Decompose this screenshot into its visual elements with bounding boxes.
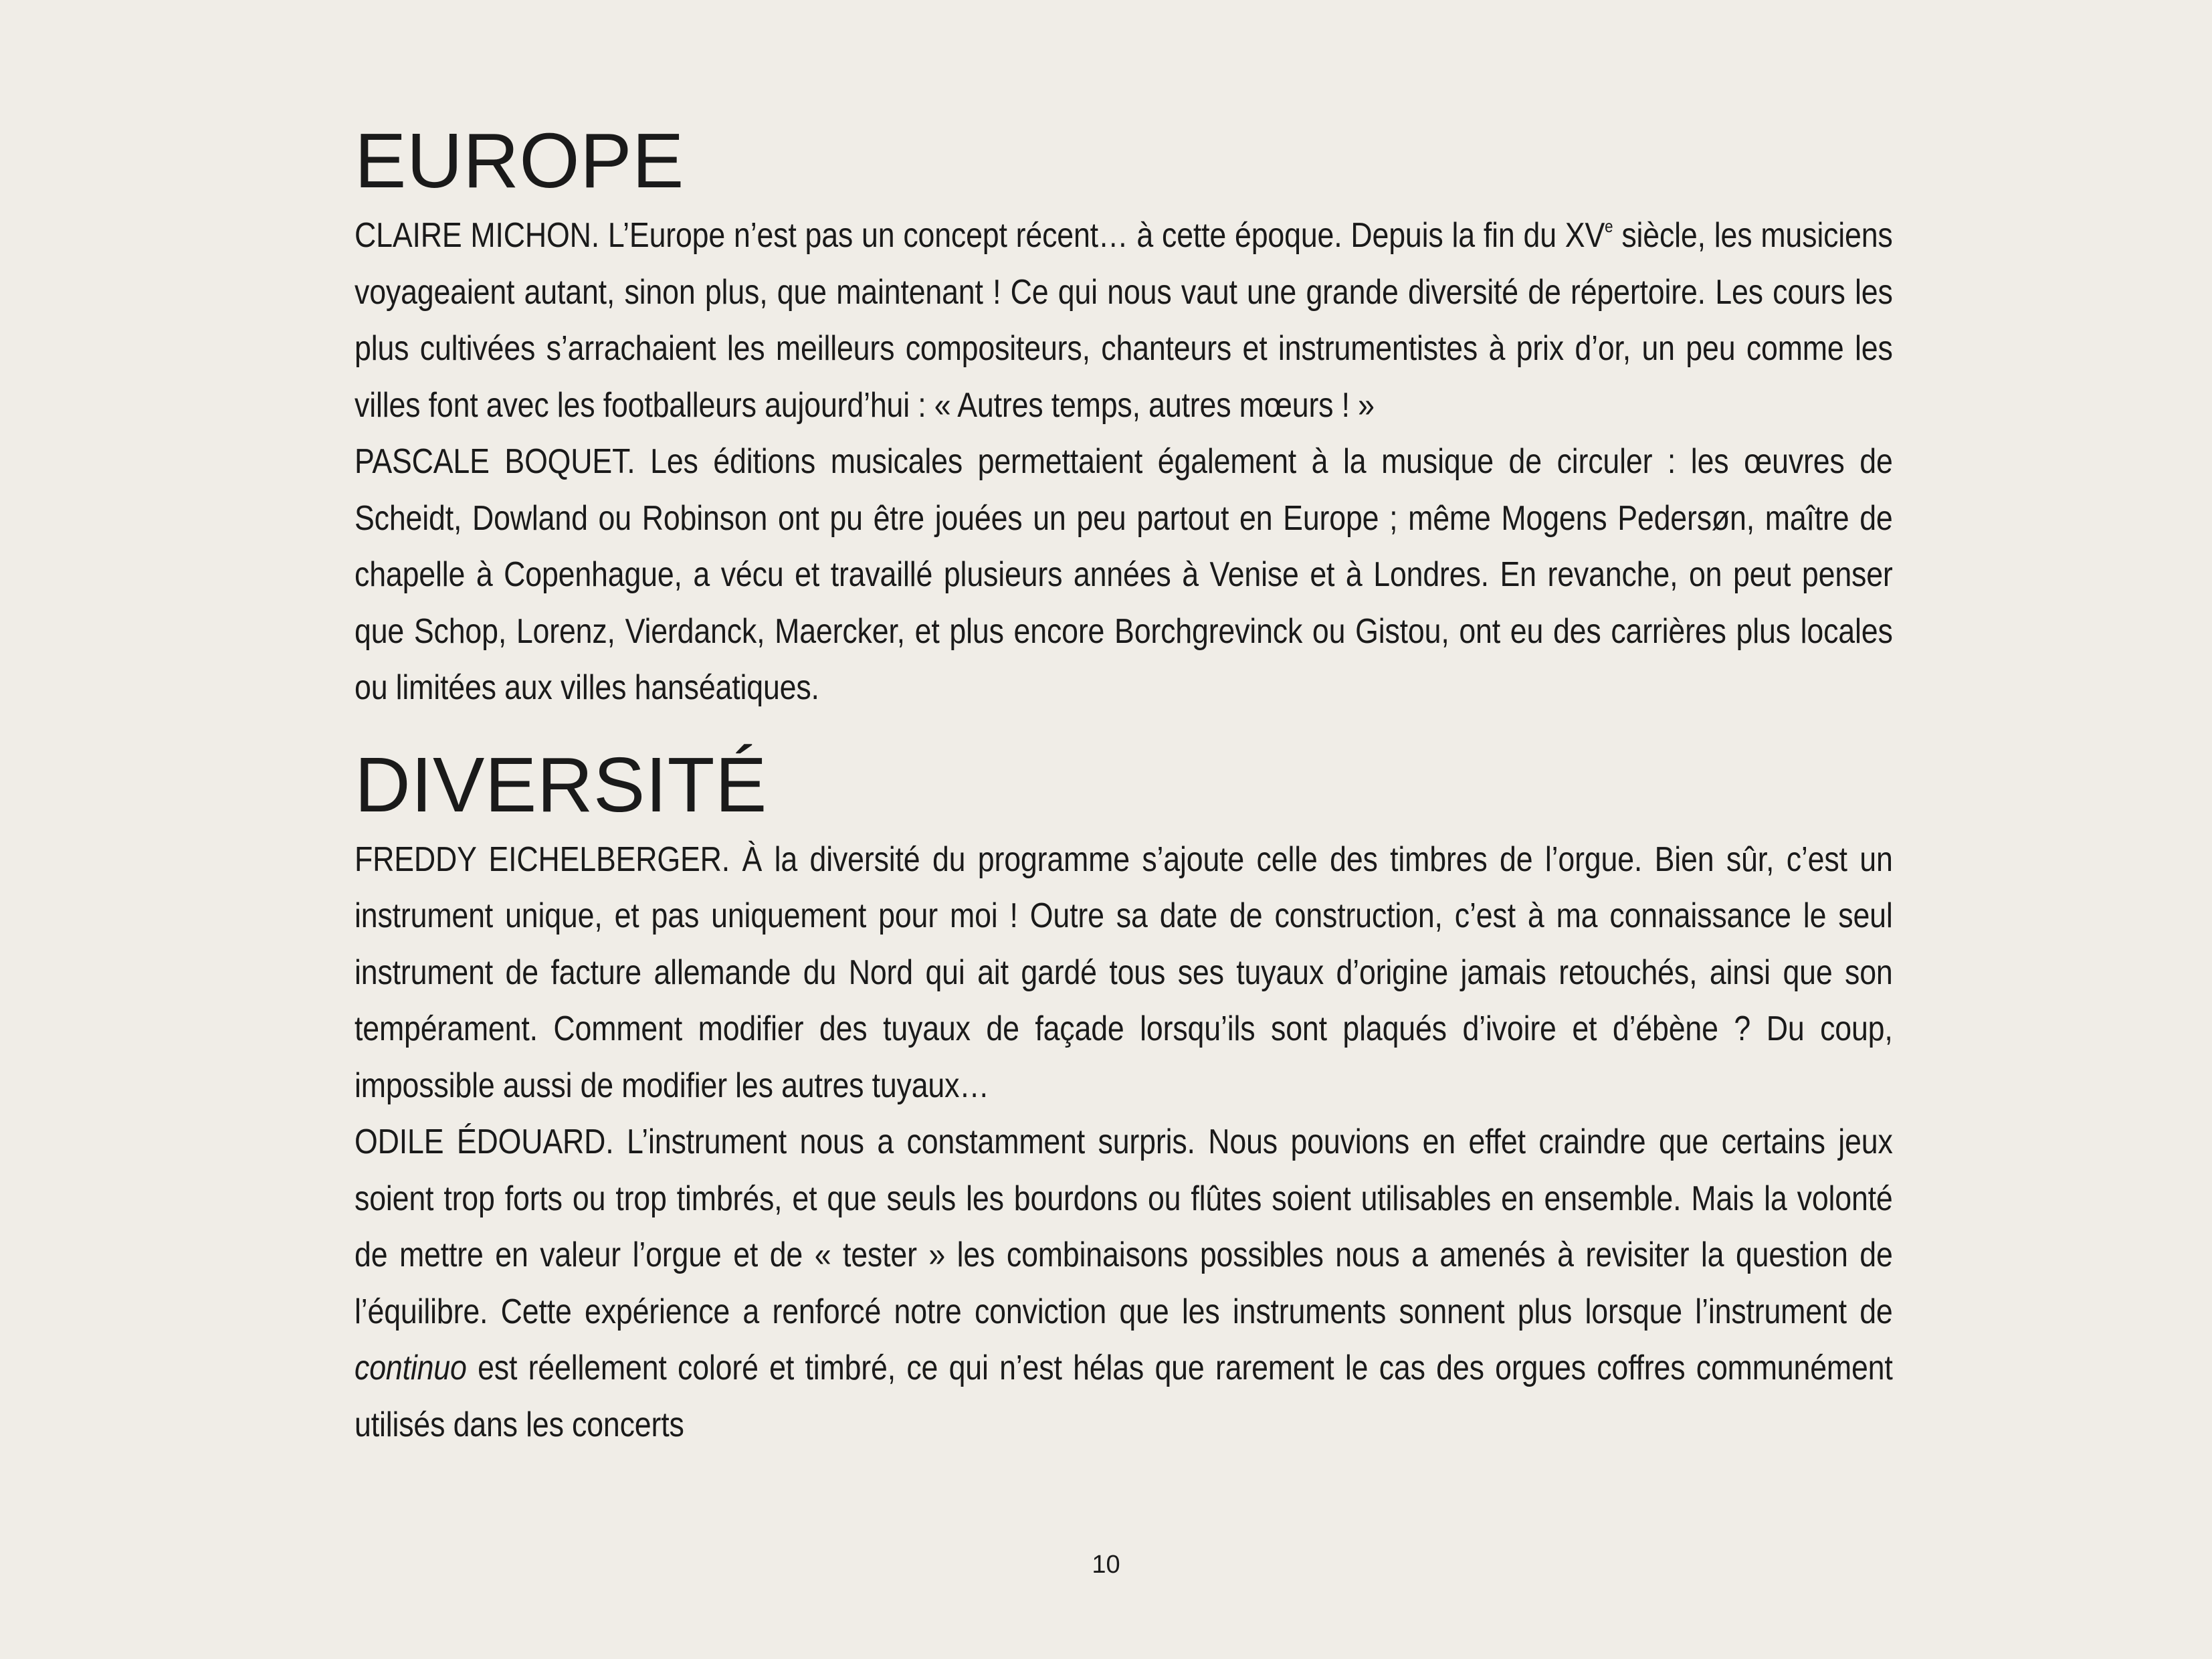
paragraph-claire-michon xyxy=(355,207,1893,433)
italic-term: continuo xyxy=(355,1349,467,1387)
paragraph-odile-edouard xyxy=(355,1114,1893,1453)
page-content xyxy=(355,114,1893,1474)
superscript: e xyxy=(1605,216,1613,236)
paragraph-pascale-boquet xyxy=(355,433,1893,716)
paragraph-text: À la diversité du programme s’ajoute celle des timbres de l’orgue. Bien sûr, c’est un instrument unique, et pas uniquement pour moi ! Outre sa date de construction, c’est à ma connaissance le seul instrument de facture allemande du Nord qui ait gardé tous ses tuyaux d’origine jamais retouchés, ainsi que son tempérament. Comment modifier des tuyaux de façade lorsqu’ils sont plaqués d’ivoire et d’ébène ? Du coup, impossible aussi de modifier les autres tuyaux… xyxy=(355,840,1893,1105)
section-diversite xyxy=(355,738,1893,1454)
speaker-name: FREDDY EICHELBERGER. xyxy=(355,840,730,879)
paragraph-text: siècle, les musiciens voyageaient autant, sinon plus, que maintenant ! Ce qui nous vaut une grande diversité de répertoire. Les cours les plus cultivées s’arrachaient les meilleurs compositeurs, chanteurs et instrumentistes à prix d’or, un peu comme les villes font avec les footballeurs aujourd’hui : « Autres temps, autres mœurs ! » xyxy=(355,216,1893,425)
speaker-name: ODILE ÉDOUARD. xyxy=(355,1123,614,1161)
section-heading-europe: EUROPE xyxy=(355,117,684,204)
paragraph-text: Les éditions musicales permettaient également à la musique de circuler : les œuvres de Scheidt, Dowland ou Robinson ont pu être jouées un peu partout en Europe ; même Mogens Pedersøn, maître de chapelle à Copenhague, a vécu et travaillé plusieurs années à Venise et à Londres. En revanche, on peut penser que Schop, Lorenz, Vierdanck, Maercker, et plus encore Borchgrevinck ou Gistou, ont eu des carrières plus locales ou limitées aux villes hanséatiques. xyxy=(355,442,1893,707)
section-heading-diversite: DIVERSITÉ xyxy=(355,741,767,828)
paragraph-text: L’Europe n’est pas un concept récent… à cette époque. Depuis la fin du XV xyxy=(599,216,1605,255)
page-number: 10 xyxy=(1092,1551,1120,1579)
speaker-name: CLAIRE MICHON. xyxy=(355,216,599,255)
paragraph-freddy-eichelberger xyxy=(355,832,1893,1114)
speaker-name: PASCALE BOQUET. xyxy=(355,442,635,481)
paragraph-text: est réellement coloré et timbré, ce qui n’est hélas que rarement le cas des orgues coffres communément utilisés dans les concerts xyxy=(355,1349,1893,1444)
paragraph-text: L’instrument nous a constamment surpris. Nous pouvions en effet craindre que certains jeux soient trop forts ou trop timbrés, et que seuls les bourdons ou flûtes soient utilisables en ensemble. Mais la volonté de mettre en valeur l’orgue et de « tester » les combinaisons possibles nous a amenés à revisiter la question de l’équilibre. Cette expérience a renforcé notre conviction que les instruments sonnent plus lorsque l’instrument de xyxy=(355,1123,1893,1331)
section-europe xyxy=(355,114,1893,716)
